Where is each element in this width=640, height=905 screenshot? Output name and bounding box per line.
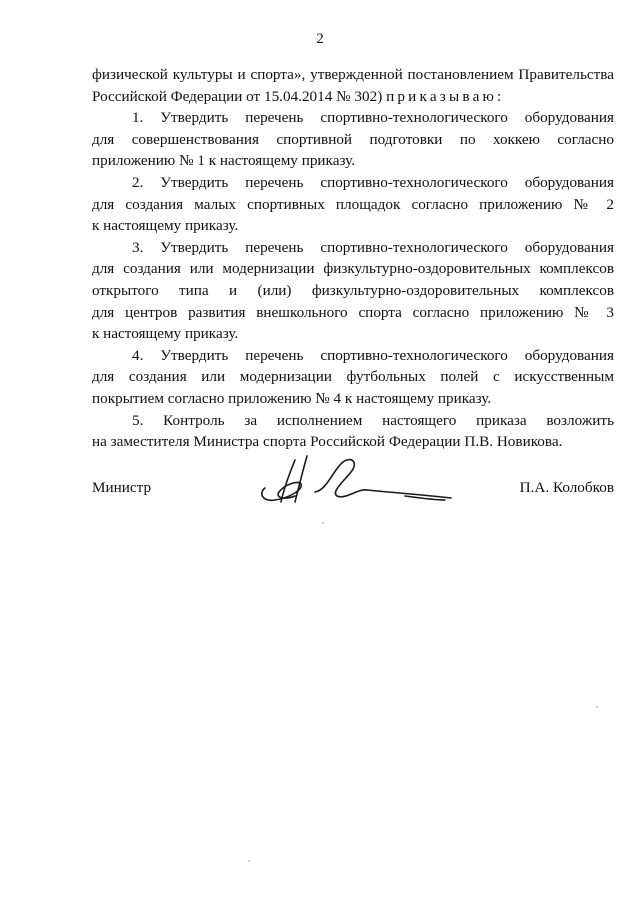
intro-line-1: физической культуры и спорта», утвержденной постановлением Правительства (92, 66, 614, 83)
item-4-line-1: 4. Утвердить перечень спортивно-технологического оборудования (132, 346, 614, 364)
handwritten-signature-icon (255, 452, 455, 512)
signatory-name: П.А. Колобков (519, 479, 614, 496)
intro-paragraph (92, 64, 614, 107)
order-word: приказываю: (386, 87, 505, 105)
item-4 (92, 345, 614, 410)
item-5-line-1: 5. Контроль за исполнением настоящего приказа возложить (132, 411, 614, 429)
item-4-line-3: покрытием согласно приложению № 4 к настоящему приказу. (92, 389, 492, 407)
item-3-line-3: открытого типа и (или) физкультурно-оздоровительных комплексов (92, 281, 614, 299)
intro-line-2-text: Российской Федерации от 15.04.2014 № 302) (92, 87, 383, 105)
item-2 (92, 172, 614, 237)
item-1 (92, 107, 614, 172)
item-1-line-2: для совершенствования спортивной подготовки по хоккею согласно (92, 130, 614, 148)
item-5-line-2: на заместителя Министра спорта Российской Федерации П.В. Новикова. (92, 433, 563, 451)
item-1-line-3: приложению № 1 к настоящему приказу. (92, 152, 355, 170)
item-3-line-1: 3. Утвердить перечень спортивно-технологического оборудования (132, 238, 614, 256)
item-3-line-5: к настоящему приказу. (92, 325, 239, 343)
page-number: 2 (316, 31, 324, 47)
item-3 (92, 237, 614, 345)
intro-line-2 (92, 86, 614, 108)
signatory-position: Министр (92, 479, 152, 496)
item-4-line-2: для создания или модернизации футбольных полей с искусственным (92, 368, 614, 386)
item-3-line-4: для центров развития внешкольного спорта согласно приложению № 3 (92, 303, 614, 321)
document-body (92, 64, 614, 453)
item-2-line-1: 2. Утвердить перечень спортивно-технологического оборудования (132, 173, 614, 191)
item-2-line-2: для создания малых спортивных площадок согласно приложению № 2 (92, 195, 614, 213)
item-5 (92, 410, 614, 453)
item-2-line-3: к настоящему приказу. (92, 217, 239, 235)
item-3-line-2: для создания или модернизации физкультурно-оздоровительных комплексов (92, 260, 614, 278)
item-1-line-1: 1. Утвердить перечень спортивно-технологического оборудования (132, 109, 614, 127)
